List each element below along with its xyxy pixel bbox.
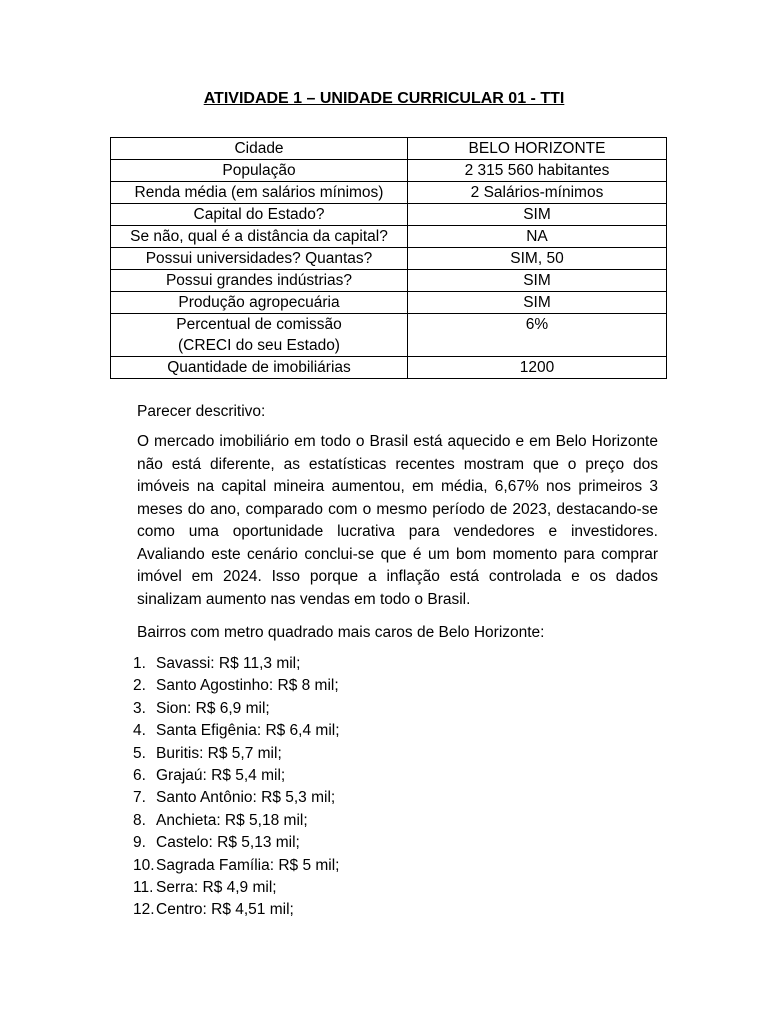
list-item bbox=[133, 675, 340, 697]
list-item-text: Anchieta: R$ 5,18 mil; bbox=[156, 811, 308, 829]
table-cell-value: SIM bbox=[408, 292, 667, 314]
list-item-text: Santo Antônio: R$ 5,3 mil; bbox=[156, 789, 336, 807]
list-item-text: Sagrada Família: R$ 5 mil; bbox=[156, 856, 340, 874]
table-cell-label: Capital do Estado? bbox=[111, 204, 408, 226]
document-title: ATIVIDADE 1 – UNIDADE CURRICULAR 01 - TTI bbox=[203, 90, 565, 107]
list-item bbox=[133, 653, 340, 675]
list-item bbox=[133, 720, 340, 742]
list-item-text: Grajaú: R$ 5,4 mil; bbox=[156, 767, 286, 785]
table-row bbox=[111, 314, 667, 357]
table-cell-value: SIM, 50 bbox=[408, 248, 667, 270]
table-cell-label-line2: (CRECI do seu Estado) bbox=[178, 337, 340, 354]
list-item-number: 6. bbox=[133, 767, 146, 785]
list-item-number: 1. bbox=[133, 655, 146, 672]
table-cell-value: 1200 bbox=[408, 357, 667, 379]
list-item-text: Serra: R$ 4,9 mil; bbox=[156, 879, 277, 897]
list-item bbox=[133, 877, 340, 899]
table-cell-label: População bbox=[111, 160, 408, 182]
list-item-number: 10. bbox=[133, 856, 155, 874]
list-item bbox=[133, 787, 340, 809]
bairros-list bbox=[133, 653, 340, 922]
table-row bbox=[111, 248, 667, 270]
table-cell-value: NA bbox=[408, 226, 667, 248]
table-cell-value: 2 Salários-mínimos bbox=[408, 182, 667, 204]
table-cell-label: Quantidade de imobiliárias bbox=[111, 357, 408, 379]
bairros-heading: Bairros com metro quadrado mais caros de Belo Horizonte: bbox=[137, 624, 545, 641]
table-cell-value: BELO HORIZONTE bbox=[408, 138, 667, 160]
city-info-table bbox=[110, 137, 667, 379]
list-item bbox=[133, 743, 340, 765]
list-item bbox=[133, 810, 340, 832]
list-item bbox=[133, 765, 340, 787]
list-item-number: 5. bbox=[133, 744, 146, 762]
list-item-number: 3. bbox=[133, 699, 146, 717]
table-row bbox=[111, 182, 667, 204]
list-item-number: 11. bbox=[133, 879, 154, 897]
table-cell-label: Possui grandes indústrias? bbox=[111, 270, 408, 292]
list-item bbox=[133, 832, 340, 854]
list-item-text: Santo Agostinho: R$ 8 mil; bbox=[156, 677, 339, 695]
list-item bbox=[133, 855, 340, 877]
table-row bbox=[111, 292, 667, 314]
list-item-text: Buritis: R$ 5,7 mil; bbox=[156, 744, 282, 762]
table-row bbox=[111, 270, 667, 292]
table-cell-label: Se não, qual é a distância da capital? bbox=[111, 226, 408, 248]
list-item-number: 7. bbox=[133, 789, 146, 807]
list-item-number: 2. bbox=[133, 677, 146, 695]
table-cell-label: Possui universidades? Quantas? bbox=[111, 248, 408, 270]
list-item-text: Centro: R$ 4,51 mil; bbox=[156, 901, 294, 919]
table-row bbox=[111, 138, 667, 160]
list-item-number: 4. bbox=[133, 722, 146, 740]
table-cell-label: Cidade bbox=[111, 138, 408, 160]
table-cell-label: Produção agropecuária bbox=[111, 292, 408, 314]
list-item-text: Sion: R$ 6,9 mil; bbox=[156, 699, 270, 717]
list-item-text: Santa Efigênia: R$ 6,4 mil; bbox=[156, 722, 340, 740]
table-cell-value: SIM bbox=[408, 270, 667, 292]
table-row bbox=[111, 204, 667, 226]
parecer-paragraph: O mercado imobiliário em todo o Brasil está aquecido e em Belo Horizonte não está diferente, as estatísticas recentes mostram que o preço dos imóveis na capital mineira aumentou, em média, 6,67% nos primeiros 3 meses do ano, comparado com o mesmo período de 2023, destacando-se como uma oportunidade lucrativa para vendedores e investidores. Avaliando este cenário conclui-se que é um bom momento para comprar imóvel em 2024. Isso porque a inflação está controlada e os dados sinalizam aumento nas vendas em todo o Brasil. bbox=[137, 433, 658, 608]
list-item bbox=[133, 698, 340, 720]
table-cell-value: SIM bbox=[408, 204, 667, 226]
list-item-text: Castelo: R$ 5,13 mil; bbox=[156, 834, 300, 852]
list-item-number: 9. bbox=[133, 834, 146, 852]
list-item bbox=[133, 899, 340, 921]
list-item-number: 12. bbox=[133, 901, 155, 919]
parecer-heading: Parecer descritivo: bbox=[137, 403, 266, 420]
table-row bbox=[111, 357, 667, 379]
table-cell-label: Renda média (em salários mínimos) bbox=[111, 182, 408, 204]
table-cell-value: 2 315 560 habitantes bbox=[408, 160, 667, 182]
table-row bbox=[111, 226, 667, 248]
table-cell-label-line1: Percentual de comissão bbox=[176, 316, 342, 333]
table-row bbox=[111, 160, 667, 182]
table-cell-label bbox=[111, 314, 408, 357]
table-cell-value: 6% bbox=[408, 314, 667, 357]
list-item-number: 8. bbox=[133, 811, 146, 829]
list-item-text: Savassi: R$ 11,3 mil; bbox=[156, 655, 301, 672]
